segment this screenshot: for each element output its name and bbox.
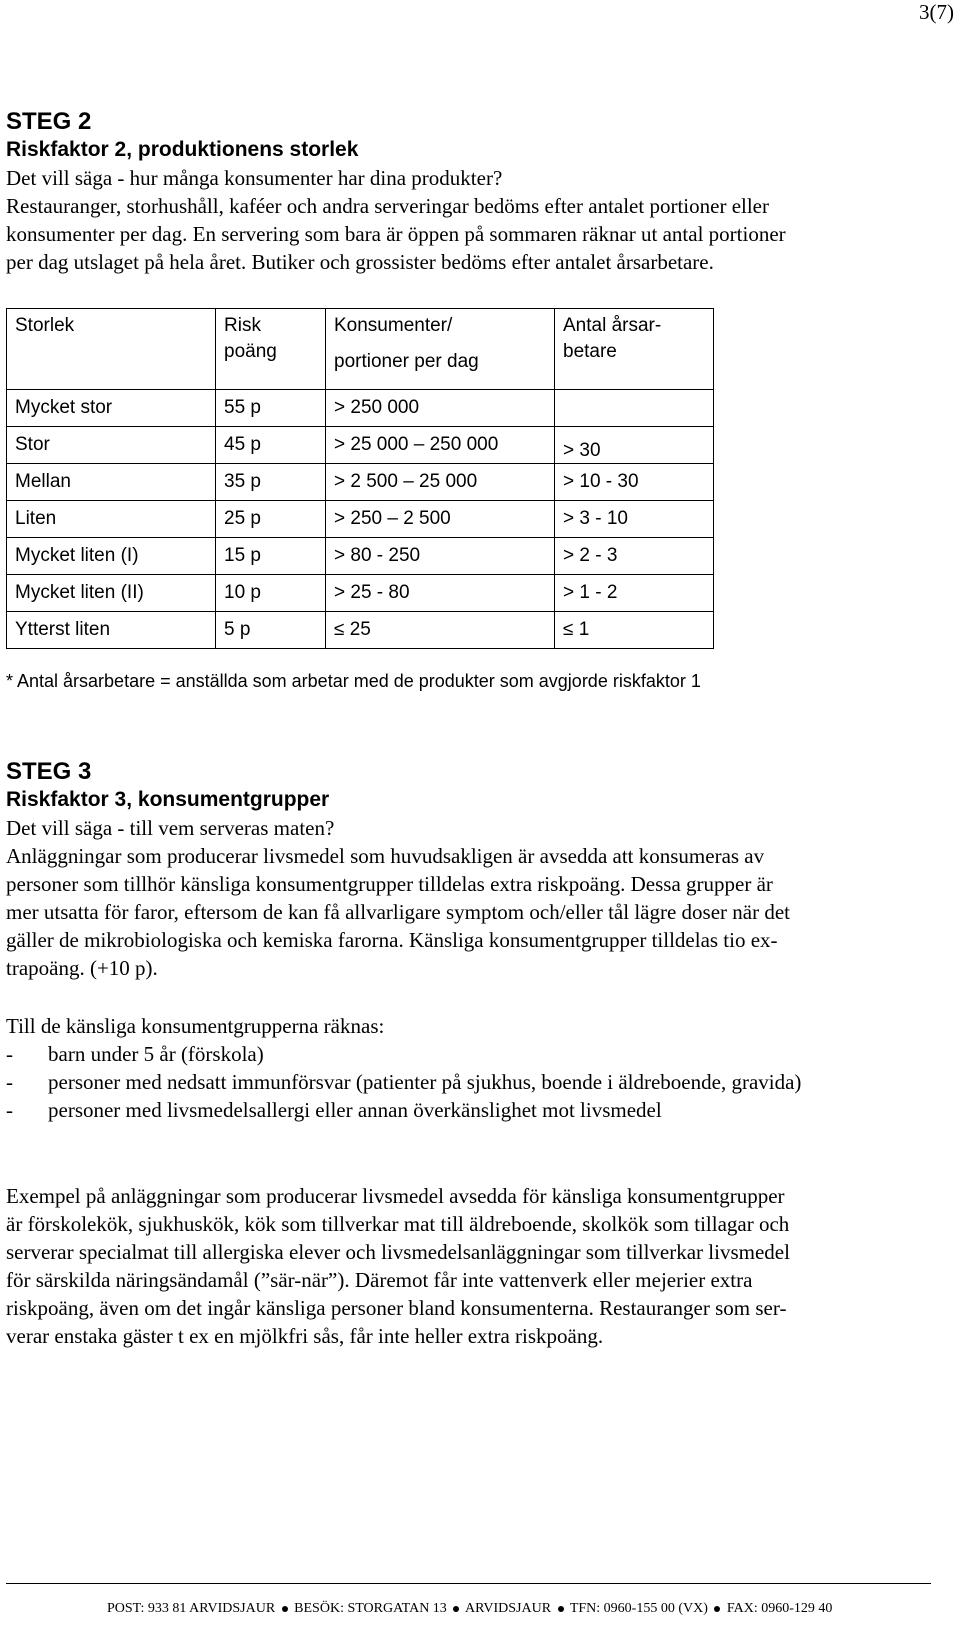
table-row <box>7 427 714 464</box>
footer-divider <box>6 1583 931 1584</box>
header-consumers: Konsumenter/ portioner per dag <box>326 309 555 390</box>
cell-employees: ≤ 1 <box>555 612 714 649</box>
list-item-text: barn under 5 år (förskola) <box>48 1042 264 1066</box>
list-item <box>6 1040 941 1068</box>
cell-consumers: > 25 000 – 250 000 <box>326 427 555 464</box>
table-row <box>7 538 714 575</box>
step2-line: Restauranger, storhushåll, kaféer och andra serveringar bedöms efter antalet portioner eller <box>6 194 769 218</box>
header-employees: Antal årsar- betare <box>555 309 714 390</box>
table-header-row <box>7 309 714 390</box>
example-line: Exempel på anläggningar som producerar livsmedel avsedda för känsliga konsumentgrupper <box>6 1184 785 1208</box>
table-row <box>7 501 714 538</box>
cell-size: Mycket liten (I) <box>7 538 216 575</box>
table-footnote: * Antal årsarbetare = anställda som arbetar med de produkter som avgjorde riskfaktor 1 <box>6 671 701 691</box>
step3-line: Det vill säga - till vem serveras maten? <box>6 816 335 840</box>
cell-points: 25 p <box>216 501 326 538</box>
cell-points: 55 p <box>216 390 326 427</box>
cell-consumers: > 2 500 – 25 000 <box>326 464 555 501</box>
footer-visit: BESÖK: STORGATAN 13 <box>294 1601 447 1616</box>
example-line: serverar specialmat till allergiska elever och livsmedelsanläggningar som tillverkar livsmedel <box>6 1240 790 1264</box>
footer-contact <box>107 1601 832 1617</box>
step2-section <box>6 108 941 276</box>
example-line: verar enstaka gäster t ex en mjölkfri sås, får inte heller extra riskpoäng. <box>6 1324 604 1348</box>
footer-phone: TFN: 0960-155 00 (VX) <box>569 1601 708 1616</box>
footer-city: ARVIDSJAUR <box>465 1601 552 1616</box>
cell-points: 10 p <box>216 575 326 612</box>
footer-fax: FAX: 0960-129 40 <box>726 1601 833 1616</box>
cell-consumers: > 250 000 <box>326 390 555 427</box>
bullet-icon <box>714 1606 720 1612</box>
cell-size: Mycket stor <box>7 390 216 427</box>
bullet-icon <box>558 1606 564 1612</box>
cell-points: 5 p <box>216 612 326 649</box>
step2-line: konsumenter per dag. En servering som bara är öppen på sommaren räknar ut antal portioner <box>6 222 786 246</box>
step3-title: STEG 3 <box>6 758 92 785</box>
step2-subtitle: Riskfaktor 2, produktionens storlek <box>6 138 359 161</box>
step3-section <box>6 758 941 982</box>
list-item-text: personer med livsmedelsallergi eller annan överkänslighet mot livsmedel <box>48 1098 662 1122</box>
cell-consumers: > 25 - 80 <box>326 575 555 612</box>
list-intro: Till de känsliga konsumentgrupperna räknas: <box>6 1014 385 1038</box>
cell-size: Mycket liten (II) <box>7 575 216 612</box>
cell-employees: > 3 - 10 <box>555 501 714 538</box>
step3-line: mer utsatta för faror, eftersom de kan få allvarligare symptom och/eller tål lägre doser när det <box>6 900 790 924</box>
example-line: för särskilda näringsändamål (”sär-när”). Däremot får inte vattenverk eller mejerier extra <box>6 1268 753 1292</box>
page-number: 3(7) <box>919 0 954 24</box>
cell-employees: > 10 - 30 <box>555 464 714 501</box>
cell-points: 15 p <box>216 538 326 575</box>
list-item <box>6 1096 941 1124</box>
cell-points: 35 p <box>216 464 326 501</box>
cell-size: Liten <box>7 501 216 538</box>
list-dash: - <box>6 1042 13 1066</box>
table-row <box>7 612 714 649</box>
cell-size: Stor <box>7 427 216 464</box>
step2-title: STEG 2 <box>6 108 92 135</box>
cell-consumers: > 250 – 2 500 <box>326 501 555 538</box>
sensitive-groups-list <box>6 1012 941 1124</box>
cell-employees: > 30 <box>555 427 714 464</box>
cell-employees <box>555 390 714 427</box>
table-row <box>7 464 714 501</box>
cell-size: Mellan <box>7 464 216 501</box>
step3-line: gäller de mikrobiologiska och kemiska farorna. Känsliga konsumentgrupper tilldelas tio ex- <box>6 928 778 952</box>
cell-consumers: > 80 - 250 <box>326 538 555 575</box>
example-line: riskpoäng, även om det ingår känsliga personer bland konsumenterna. Restauranger som ser- <box>6 1296 787 1320</box>
header-size: Storlek <box>7 309 216 390</box>
header-risk: Risk poäng <box>216 309 326 390</box>
step3-line: personer som tillhör känsliga konsumentgrupper tilldelas extra riskpoäng. Dessa grupper är <box>6 872 773 896</box>
step3-line: Anläggningar som producerar livsmedel som huvudsakligen är avsedda att konsumeras av <box>6 844 765 868</box>
table-row <box>7 575 714 612</box>
step2-line: Det vill säga - hur många konsumenter har dina produkter? <box>6 166 503 190</box>
list-dash: - <box>6 1098 13 1122</box>
list-dash: - <box>6 1070 13 1094</box>
list-item <box>6 1068 941 1096</box>
step3-subtitle: Riskfaktor 3, konsumentgrupper <box>6 788 330 811</box>
risk-table <box>6 308 714 649</box>
bullet-icon <box>282 1606 288 1612</box>
step2-line: per dag utslaget på hela året. Butiker och grossister bedöms efter antalet årsarbetare. <box>6 250 714 274</box>
step3-line: trapoäng. (+10 p). <box>6 956 158 980</box>
examples-paragraph <box>6 1182 941 1350</box>
cell-points: 45 p <box>216 427 326 464</box>
cell-employees: > 2 - 3 <box>555 538 714 575</box>
cell-employees: > 1 - 2 <box>555 575 714 612</box>
list-item-text: personer med nedsatt immunförsvar (patienter på sjukhus, boende i äldreboende, gravida) <box>48 1070 802 1094</box>
table-row <box>7 390 714 427</box>
cell-consumers: ≤ 25 <box>326 612 555 649</box>
footer-post: POST: 933 81 ARVIDSJAUR <box>107 1601 276 1616</box>
bullet-icon <box>453 1606 459 1612</box>
cell-size: Ytterst liten <box>7 612 216 649</box>
example-line: är förskolekök, sjukhuskök, kök som tillverkar mat till äldreboende, skolkök som tillagar och <box>6 1212 790 1236</box>
